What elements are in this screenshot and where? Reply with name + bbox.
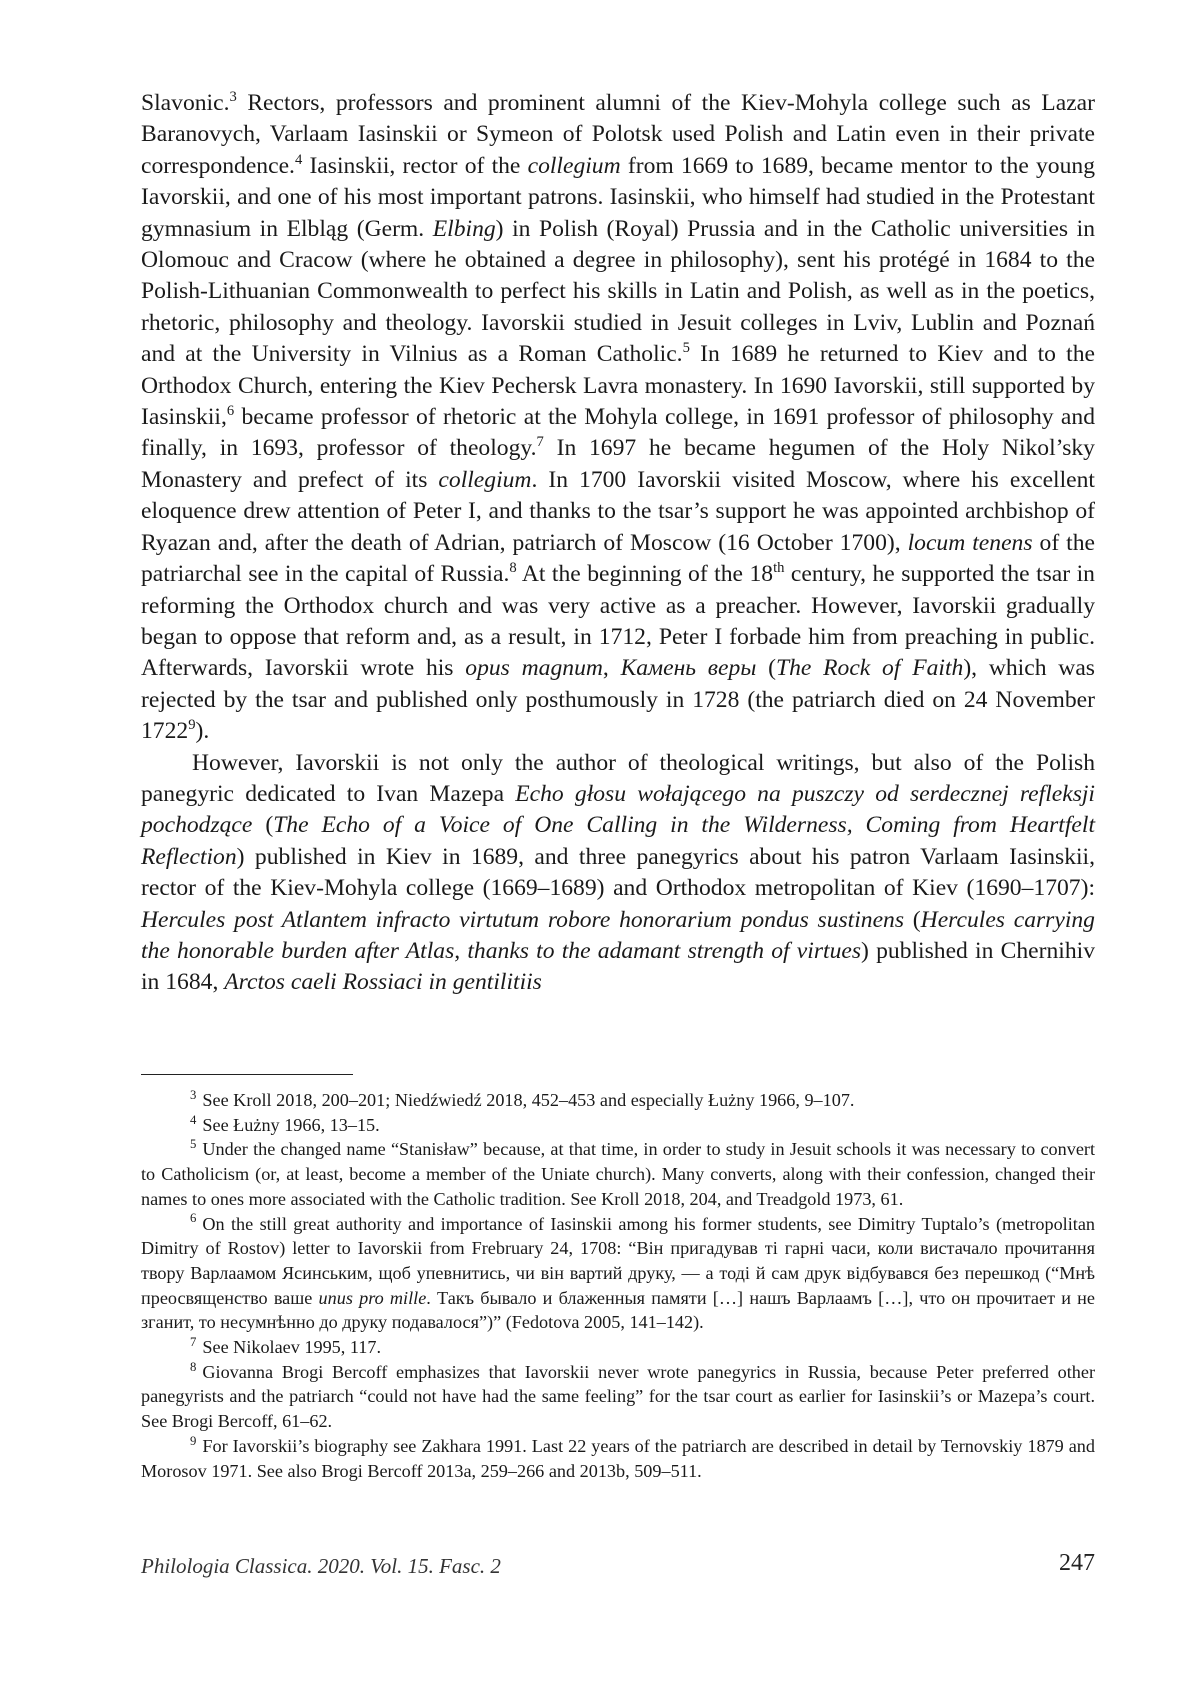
italic-text: collegium: [527, 152, 621, 179]
italic-text: unus pro mille: [318, 1287, 427, 1308]
italic-text: The Echo of a Voice of One Calling in the Wilderness, Coming from Heartfelt Reflection: [141, 812, 1095, 870]
footnote-reference: 7: [536, 434, 544, 451]
text-run: In 1697 he became hegumen of the Holy Nikol’sky Monastery and prefect of its: [141, 435, 1095, 493]
text-run: Slavonic.: [141, 90, 230, 116]
text-run: Rectors, professors and prominent alumni of the Kiev-Mohyla college such as Lazar Baranovych, Varlaam Iasinskii or Symeon of Polotsk used Polish and Latin even in their private correspondence.: [141, 90, 1095, 179]
body-paragraph: [141, 748, 1095, 999]
footnote-number: 9: [190, 1433, 197, 1448]
italic-text: Камень веры: [620, 655, 757, 682]
footnote: [141, 1360, 1095, 1434]
italic-text: Echo głosu wołającego na puszczy od serdecznej refleksji pochodzące: [141, 780, 1095, 839]
italic-text: The Rock of Faith: [775, 655, 964, 682]
page-number: 247: [1059, 1550, 1095, 1576]
text-run: century, he supported the tsar in reforming the Orthodox church and was very active as a preacher. However, Iavorskii gradually began to oppose that reform and, as a result, in 1712, Peter I forbade him from preaching in public. Afterwards, Iavorskii wrote his: [141, 561, 1095, 682]
footnote-number: 5: [190, 1137, 197, 1152]
text-run: See Kroll 2018, 200–201; Niedźwiedź 2018, 452–453 and especially Łużny 1966, 9–107.: [202, 1090, 855, 1110]
text-run: In 1689 he returned to Kiev and to the Orthodox Church, entering the Kiev Pechersk Lavra monastery. In 1690 Iavorskii, still supported by Iasinskii,: [141, 341, 1095, 431]
footnote-reference: 4: [294, 151, 303, 168]
footnote: [141, 1113, 1095, 1138]
text-run: ), which was rejected by the tsar and published only posthumously in 1728 (the patriarch died on 24 November 1722: [141, 655, 1095, 745]
footnote: [141, 1335, 1095, 1360]
footnote: [141, 1434, 1095, 1483]
italic-text: Arctos caeli Rossiaci in gentilitiis: [224, 969, 542, 996]
footnote-number: 6: [190, 1211, 197, 1226]
text-run: . In 1700 Iavorskii visited Moscow, where his excellent eloquence drew attention of Peter I, and thanks to the tsar’s support he was appointed archbishop of Ryazan and, after the death of Adrian, patriarch of Moscow (16 October 1700),: [141, 466, 1095, 556]
footnote-number: 8: [190, 1359, 197, 1374]
text-run: (: [904, 906, 921, 933]
italic-text: Elbing: [432, 215, 496, 242]
footnotes: [141, 1088, 1095, 1483]
footnote-reference: 5: [682, 340, 690, 357]
main-text: [141, 88, 1095, 999]
footnote-number: 7: [190, 1334, 197, 1349]
body-paragraph: [141, 88, 1095, 748]
footnote-reference: 8: [509, 560, 517, 577]
text-run: On the still great authority and importance of Iasinskii among his former students, see Dimitry Tuptalo’s (metropolitan Dimitry of Rostov) letter to Iavorskii from Frebruary 24, 1708: “Він пригадував ті гарні часи, коли вистачало прочитання твору Варлаамом Ясинським, щоб упевнитись, чи він вартий друку, — а тоді й сам друк відбувався без перешкод (“Мнѣ преосвященство ваше: [141, 1213, 1095, 1308]
text-run: became professor of rhetoric at the Mohyla college, in 1691 professor of philosophy and finally, in 1693, professor of theology.: [141, 404, 1095, 462]
text-run: See Łużny 1966, 13–15.: [202, 1114, 380, 1135]
footnote-reference: th: [773, 560, 785, 577]
text-run: ,: [602, 655, 621, 682]
text-run: . Такъ бывало и блаженныя памяти […] нашъ Варлаамъ […], что он прочитает и не зганит, то несумнѣнно до друку подавалося”)” (Fedotova 2005, 141–142).: [141, 1287, 1095, 1333]
text-run: of the patriarchal see in the capital of Russia.: [141, 529, 1095, 588]
text-run: Iasinskii, rector of the: [302, 152, 528, 179]
text-run: See Nikolaev 1995, 117.: [202, 1337, 382, 1358]
footnote-number: 3: [190, 1087, 197, 1102]
italic-text: opus magnum: [465, 655, 603, 682]
text-run: from 1669 to 1689, became mentor to the young Iavorskii, and one of his most important patrons. Iasinskii, who himself had studied in the Protestant gymnasium in Elbląg (Germ.: [141, 152, 1095, 242]
text-run: For Iavorskii’s biography see Zakhara 1991. Last 22 years of the patriarch are described in detail by Ternovskiy 1879 and Morosov 1971. See also Brogi Bercoff 2013a, 259–266 and 2013b, 509–511.: [141, 1435, 1095, 1481]
text-run: ) published in Kiev in 1689, and three panegyrics about his patron Varlaam Iasinskii, rector of the Kiev-Mohyla college (1669–1689) and Orthodox metropolitan of Kiev (1690–1707):: [141, 843, 1095, 902]
text-run: (: [756, 655, 776, 682]
text-run: ) published in Chernihiv in 1684,: [141, 937, 1095, 996]
footnote-reference: 3: [229, 89, 237, 106]
footnote-number: 4: [190, 1112, 197, 1127]
text-run: Giovanna Brogi Bercoff emphasizes that Iavorskii never wrote panegyrics in Russia, because Peter preferred other panegyrists and the patriarch “could not have had the same feeling” for the tsar court as earlier for Iasinskii’s or Mazepa’s court. See Brogi Bercoff, 61–62.: [141, 1361, 1095, 1432]
text-run: (: [252, 812, 274, 839]
italic-text: Hercules carrying the honorable burden after Atlas, thanks to the adamant strength of virtues: [141, 906, 1095, 964]
italic-text: Hercules post Atlantem infracto virtutum robore honorarium pondus sustinens: [141, 906, 905, 933]
footnote-separator: [141, 1074, 353, 1075]
footnote: [141, 1212, 1095, 1336]
text-run: ).: [195, 718, 210, 745]
text-run: However, Iavorskii is not only the author of theological writings, but also of the Polish panegyric dedicated to Ivan Mazepa: [141, 749, 1095, 807]
journal-footer: Philologia Classica. 2020. Vol. 15. Fasc. 2: [141, 1554, 501, 1578]
footnote-reference: 6: [226, 403, 235, 420]
footnote-reference: 9: [188, 717, 196, 734]
text-run: Under the changed name “Stanisław” because, at that time, in order to study in Jesuit schools it was necessary to convert to Catholicism (or, at least, become a member of the Uniate church). Many converts, along with their confession, changed their names to ones more associated with the Catholic tradition. See Kroll 2018, 204, and Treadgold 1973, 61.: [141, 1139, 1095, 1209]
italic-text: locum tenens: [907, 529, 1033, 556]
footnote: [141, 1137, 1095, 1211]
italic-text: collegium: [438, 466, 532, 493]
text-run: ) in Polish (Royal) Prussia and in the Catholic universities in Olomouc and Cracow (where he obtained a degree in philosophy), sent his protégé in 1684 to the Polish-Lithuanian Commonwealth to perfect his skills in Latin and Polish, as well as in the poetics, rhetoric, philosophy and theology. Iavorskii studied in Jesuit colleges in Lviv, Lublin and Poznań and at the University in Vilnius as a Roman Catholic.: [141, 215, 1096, 368]
footnote: [141, 1088, 1095, 1113]
text-run: At the beginning of the 18: [516, 561, 774, 588]
